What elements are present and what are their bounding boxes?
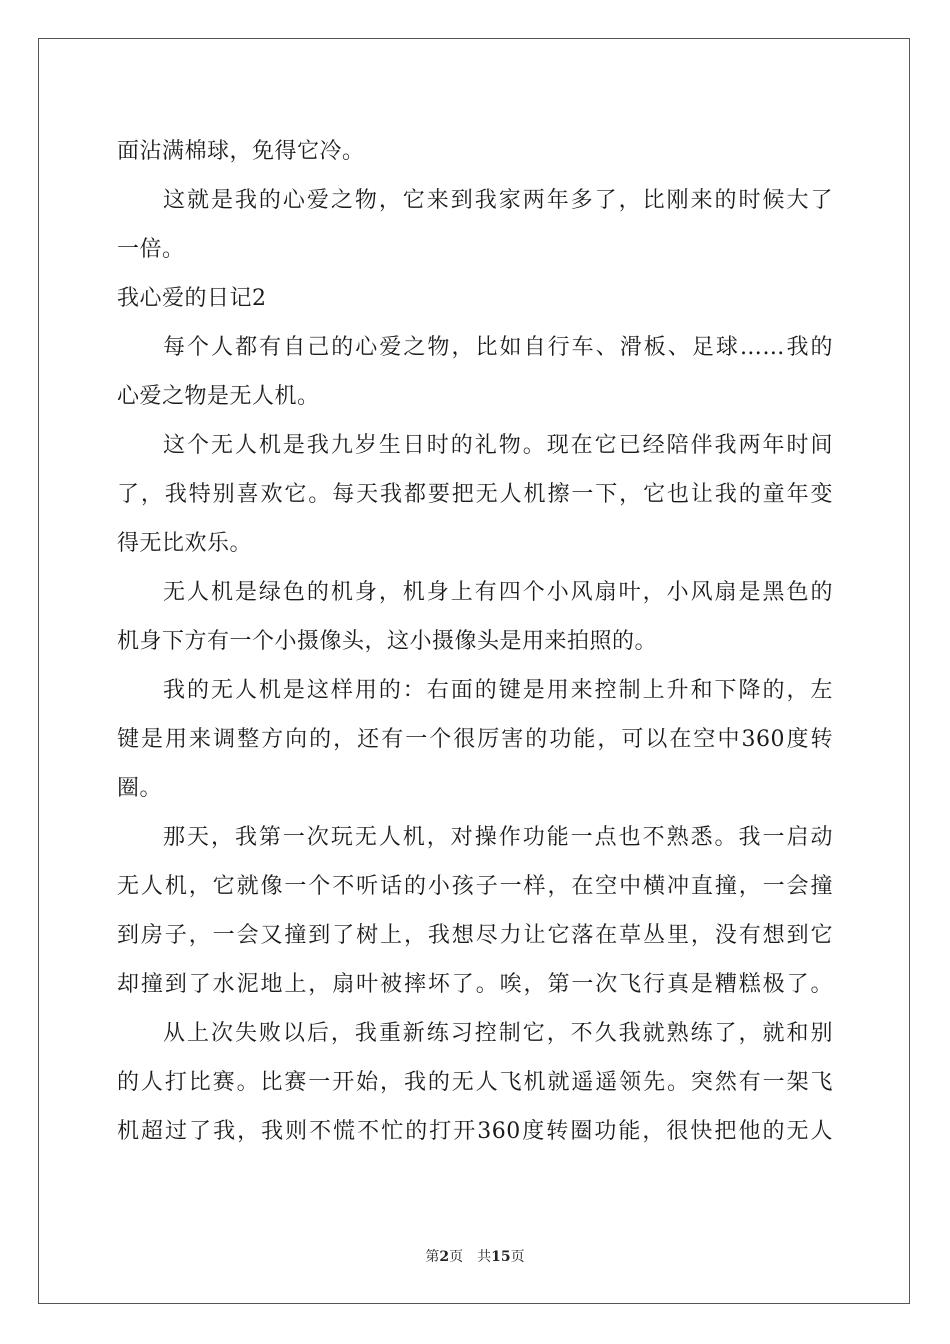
page-suffix: 页 bbox=[449, 1249, 464, 1265]
paragraph-line: 这个无人机是我九岁生日时的礼物。现在它已经陪伴我两年时间 bbox=[163, 433, 833, 458]
paragraph-line: 面沾满棉球，免得它冷。 bbox=[117, 139, 365, 164]
paragraph-line: 我的无人机是这样用的：右面的键是用来控制上升和下降的，左 bbox=[163, 678, 833, 703]
page-footer bbox=[0, 1246, 950, 1266]
paragraph-line: 那天，我第一次玩无人机，对操作功能一点也不熟悉。我一启动 bbox=[163, 825, 833, 850]
paragraph-line: 每个人都有自己的心爱之物，比如自行车、滑板、足球……我的 bbox=[163, 335, 833, 360]
document-body bbox=[117, 127, 833, 1156]
paragraph-line: 一倍。 bbox=[117, 237, 185, 262]
page-prefix: 第 bbox=[425, 1249, 440, 1265]
section-title: 我心爱的日记2 bbox=[117, 286, 267, 311]
paragraph-line: 的人打比赛。比赛一开始，我的无人飞机就遥遥领先。突然有一架飞 bbox=[117, 1070, 833, 1095]
paragraph-line: 从上次失败以后，我重新练习控制它，不久我就熟练了，就和别 bbox=[163, 1021, 833, 1046]
total-prefix: 共 bbox=[477, 1249, 492, 1265]
page-number: 2 bbox=[439, 1249, 450, 1265]
paragraph-line: 机超过了我，我则不慌不忙的打开360度转圈功能，很快把他的无人 bbox=[117, 1119, 833, 1144]
paragraph-line: 无人机，它就像一个不听话的小孩子一样，在空中横冲直撞，一会撞 bbox=[117, 874, 833, 899]
paragraph-line: 心爱之物是无人机。 bbox=[117, 384, 320, 409]
paragraph-line: 键是用来调整方向的，还有一个很厉害的功能，可以在空中360度转 bbox=[117, 727, 833, 752]
total-pages: 15 bbox=[491, 1249, 511, 1265]
paragraph-line: 无人机是绿色的机身，机身上有四个小风扇叶，小风扇是黑色的 bbox=[163, 580, 833, 605]
paragraph-line: 得无比欢乐。 bbox=[117, 531, 253, 556]
paragraph-line: 这就是我的心爱之物，它来到我家两年多了，比刚来的时候大了 bbox=[163, 188, 833, 213]
paragraph-line: 圈。 bbox=[117, 776, 163, 801]
paragraph-line: 机身下方有一个小摄像头，这小摄像头是用来拍照的。 bbox=[117, 629, 658, 654]
paragraph-line: 却撞到了水泥地上，扇叶被摔坏了。唉，第一次飞行真是糟糕极了。 bbox=[117, 972, 833, 997]
paragraph-line: 了，我特别喜欢它。每天我都要把无人机擦一下，它也让我的童年变 bbox=[117, 482, 833, 507]
total-suffix: 页 bbox=[510, 1249, 525, 1265]
paragraph-line: 到房子，一会又撞到了树上，我想尽力让它落在草丛里，没有想到它 bbox=[117, 923, 833, 948]
